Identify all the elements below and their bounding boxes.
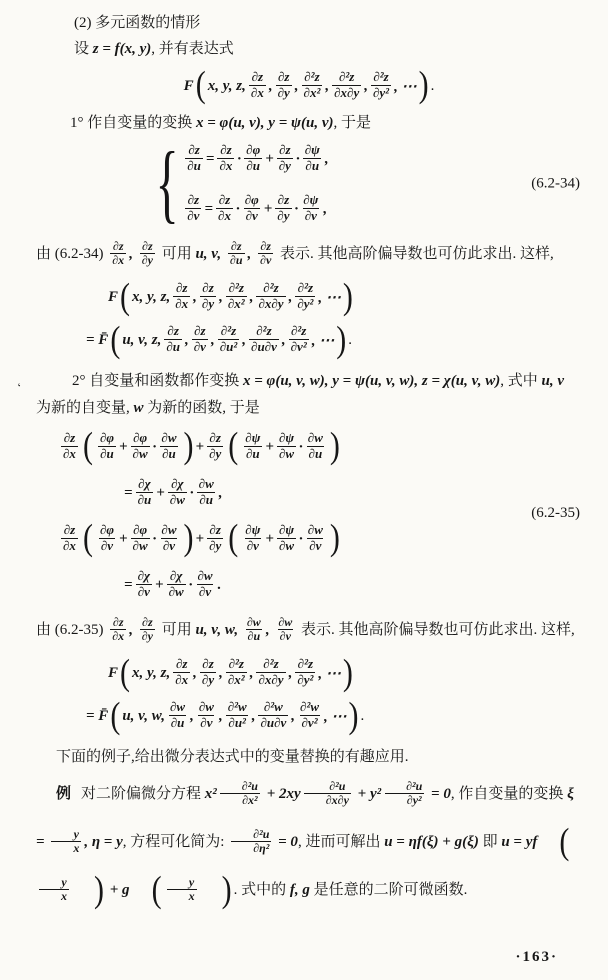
math-run: ,: [291, 708, 296, 724]
text-run: .: [430, 77, 435, 94]
equation-line: $\frac{\partial z}{\partial x}$ ( $\frac{\partial\varphi}{\partial v}$ + $\frac{\partial\varphi}{\partial w}$ · $\frac{\partial w}{\partial v}$ ) + $\frac{\partial z}{\partial y}$ ( $\frac{\partial\psi}{\partial v}$ + $\frac{\partial\psi}{\partial w}$ · $\frac{\partial w}{\partial v}$ ): [63, 516, 340, 558]
transform-2-paragraph: [36, 368, 582, 422]
math-run: +: [155, 576, 164, 593]
formula-substitution-2: [36, 652, 582, 738]
math-run: x = φ(u, v, w), y = ψ(u, v, w), z = χ(u, v, w): [243, 373, 501, 389]
text-run: 表示. 其他高阶偏导数也可仿此求出. 这样,: [297, 622, 575, 638]
text-run: , 并有表达式: [151, 41, 234, 57]
fraction: $\frac{\text{∂²z}}{\text{∂x²}}$: [303, 68, 321, 100]
fraction: $\frac{\partial z}{\partial v}$: [193, 323, 206, 354]
text-run: , 于是: [333, 115, 372, 131]
math-run: ,: [218, 484, 223, 501]
fraction: $\frac{\text{∂²u}}{\text{∂x²}}$: [220, 780, 260, 808]
fraction: $\frac{\partial w}{\partial u}$: [307, 429, 323, 461]
math-run: ,: [265, 622, 274, 638]
math-run: u = ηf(ξ) + g(ξ): [384, 834, 479, 850]
math-run: ,: [185, 332, 189, 348]
math-run: =: [124, 576, 133, 593]
fraction: $\frac{\partial z}{\partial y}$: [277, 191, 290, 223]
math-run: ,: [129, 246, 137, 262]
fraction: $\frac{\partial\varphi}{\partial u}$: [246, 141, 261, 173]
math-run: ,: [281, 332, 286, 348]
text-run: 可用: [157, 622, 196, 638]
text-run: 1° 作自变量的变换: [70, 115, 196, 131]
math-run: ·: [189, 484, 194, 501]
math-run: ·: [295, 150, 300, 167]
equation-system: [146, 135, 582, 233]
fraction: $\frac{\text{∂²z}}{\partial u\partial v}$: [251, 323, 277, 354]
fraction: $\frac{\partial z}{\partial y}$: [141, 238, 153, 268]
formula-substitution-1: [36, 276, 582, 362]
math-run: x, y, z,: [132, 665, 171, 681]
math-run: ·: [294, 200, 299, 217]
fraction: $\frac{\text{∂²w}}{\text{∂v²}}$: [300, 699, 320, 730]
fraction: $\frac{\partial\psi}{\partial u}$: [304, 141, 320, 173]
math-run: ·: [152, 438, 157, 455]
math-run: u, v, z,: [122, 332, 162, 348]
fraction: $\frac{\partial w}{\partial v}$: [278, 614, 293, 644]
fraction: $\frac{\text{∂²w}}{\partial u\partial v}$: [260, 699, 287, 730]
fraction: $\frac{\text{∂²z}}{\text{∂u²}}$: [219, 323, 238, 354]
fraction: $\frac{\partial z}{\partial x}$: [112, 238, 125, 268]
math-run: z = f(x, y): [92, 41, 152, 57]
fraction: $\frac{\partial\chi}{\partial u}$: [137, 475, 152, 507]
math-run: ,: [249, 665, 254, 681]
math-run: , ⋯: [324, 709, 347, 725]
math-run: F: [183, 77, 194, 94]
fraction: $\frac{\partial w}{\partial v}$: [307, 521, 323, 553]
fraction: $\frac{\partial z}{\partial x}$: [218, 191, 231, 223]
fraction: $\frac{y}{x}$: [167, 876, 197, 904]
math-run: f, g: [289, 882, 310, 898]
fraction: $\frac{\text{∂²z}}{\partial x\partial y}$: [334, 68, 360, 100]
fraction: $\frac{\partial\varphi}{\partial w}$: [132, 429, 148, 461]
text-run: , 方程可化简为:: [122, 834, 229, 850]
fraction: $\frac{\partial\psi}{\partial u}$: [245, 429, 261, 461]
fraction: $\frac{\partial\varphi}{\partial v}$: [99, 521, 114, 553]
equation-6-2-35: [36, 424, 582, 608]
text-run: 是任意的二阶可微函数.: [309, 882, 468, 898]
section-heading: [36, 10, 582, 36]
math-run: =: [205, 150, 215, 167]
math-run: + g: [106, 882, 130, 898]
text-run: , 进而可解出: [297, 834, 385, 850]
equation-number-6-2-34: (6.2-34): [531, 175, 580, 192]
fraction: $\frac{\partial\varphi}{\partial u}$: [99, 429, 114, 461]
math-run: =: [124, 484, 133, 501]
fraction: $\frac{\partial z}{\partial u}$: [166, 323, 180, 354]
math-run: +: [118, 438, 128, 455]
fraction: $\frac{\partial\chi}{\partial w}$: [169, 475, 185, 507]
math-run: , ⋯: [394, 78, 417, 95]
math-run: F: [108, 665, 119, 681]
fraction: $\frac{\partial\varphi}{\partial w}$: [132, 521, 148, 553]
fraction: $\frac{\partial w}{\partial v}$: [198, 699, 214, 730]
fraction: $\frac{\text{∂²z}}{\text{∂y²}}$: [297, 656, 314, 687]
fraction: $\frac{\partial z}{\partial y}$: [277, 68, 290, 100]
fraction: $\frac{\partial\psi}{\partial v}$: [303, 191, 319, 223]
math-run: ,: [288, 665, 293, 681]
fraction: $\frac{\partial w}{\partial v}$: [161, 521, 177, 553]
fraction: $\frac{\text{∂²u}}{\text{∂η²}}$: [231, 828, 271, 856]
math-run: , ⋯: [311, 333, 335, 349]
math-run: ·: [299, 530, 303, 547]
math-run: x, y, z,: [207, 77, 246, 94]
math-run: ,: [364, 77, 368, 94]
left-brace: {: [155, 135, 179, 233]
math-run: ,: [242, 332, 247, 348]
text-run: 为新的函数, 于是: [143, 400, 260, 416]
text-run: , 式中: [500, 373, 542, 389]
paragraph-after-6-2-35: [36, 610, 582, 650]
fraction: $\frac{\text{∂²z}}{\text{∂y²}}$: [372, 68, 390, 100]
system-lines: [182, 138, 328, 230]
formula-F-original-1: F ( x, y, z, $\frac{\partial z}{\partial x}$ , $\frac{\partial z}{\partial y}$ , $\frac{\text{∂²z}}{\text{∂x²}}$ , $\frac{\text{∂²z}}{\partial x\partial y}$ , $\frac{\text{∂²z}}{\text{∂y²}}$ , ⋯ ) .: [183, 63, 435, 105]
fraction: $\frac{\partial\psi}{\partial v}$: [245, 521, 261, 553]
fraction: $\frac{\partial z}{\partial x}$: [63, 521, 76, 553]
math-run: ,: [249, 289, 254, 305]
math-run: x = φ(u, v), y = ψ(u, v): [196, 115, 334, 131]
math-run: x²: [204, 786, 217, 802]
math-run: u, v, w,: [122, 708, 165, 724]
page-number: ·163·: [515, 949, 558, 965]
text-run: 2° 自变量和函数都作变换: [72, 373, 243, 389]
math-run: +: [263, 200, 273, 217]
fraction: $\frac{\text{∂²z}}{\text{∂v²}}$: [290, 323, 307, 354]
text-run: (2) 多元函数的情形: [74, 15, 201, 31]
scan-artifact-mark: ‘: [15, 379, 25, 395]
fraction: $\frac{\partial w}{\partial u}$: [169, 699, 186, 730]
example-intro-paragraph: [36, 744, 582, 770]
fraction: $\frac{\partial z}{\partial y}$: [209, 429, 222, 461]
fraction: $\frac{\partial\varphi}{\partial v}$: [244, 191, 259, 223]
fraction: $\frac{\partial z}{\partial y}$: [141, 614, 153, 644]
math-run: +: [118, 530, 128, 547]
fraction: $\frac{\partial z}{\partial x}$: [219, 141, 233, 173]
text-run: 设: [74, 41, 93, 57]
math-run: +: [195, 530, 205, 547]
math-run: ,: [323, 200, 328, 217]
bold-label: 例: [56, 786, 72, 802]
math-run: ·: [188, 576, 193, 593]
fraction: $\frac{\partial w}{\partial u}$: [198, 475, 214, 507]
fraction: $\frac{y}{x}$: [51, 828, 81, 856]
equation-line: [182, 138, 328, 180]
math-run: ,: [288, 289, 293, 305]
math-run: ·: [152, 530, 157, 547]
fraction: $\frac{\text{∂²z}}{\text{∂x²}}$: [227, 280, 245, 311]
transform-1-paragraph: [36, 110, 582, 136]
math-run: + y²: [353, 786, 382, 802]
fraction: $\frac{\partial\psi}{\partial w}$: [278, 429, 295, 461]
text-run: .: [360, 708, 365, 724]
fraction: $\frac{\partial w}{\partial u}$: [246, 614, 261, 644]
math-run: ·: [235, 200, 240, 217]
fraction: $\frac{\text{∂²z}}{\partial x\partial y}$: [258, 656, 284, 687]
fraction: $\frac{\text{∂²z}}{\text{∂y²}}$: [297, 280, 314, 311]
fraction: $\frac{\partial z}{\partial x}$: [112, 614, 125, 644]
math-run: ξ =: [36, 786, 574, 850]
fraction: $\frac{\text{∂²u}}{\partial x\partial y}$: [304, 780, 351, 808]
fraction: $\frac{y}{x}$: [39, 876, 69, 904]
formula-line: F ( x, y, z, $\frac{\partial z}{\partial x}$ , $\frac{\partial z}{\partial y}$ , $\frac{\text{∂²z}}{\text{∂x²}}$ , $\frac{\text{∂²z}}{\partial x\partial y}$ , $\frac{\text{∂²z}}{\text{∂y²}}$ , ⋯ ): [108, 275, 353, 317]
math-run: ,: [325, 77, 330, 94]
text-run: 可用: [157, 246, 196, 262]
text-run: 下面的例子,给出微分表达式中的变量替换的有趣应用.: [56, 749, 409, 765]
math-run: u, v,: [195, 246, 225, 262]
intro-paragraph: [36, 36, 582, 62]
equation-6-2-34: [36, 135, 582, 233]
fraction: $\frac{\partial z}{\partial x}$: [175, 656, 189, 687]
fraction: $\frac{\text{∂²u}}{\text{∂y²}}$: [384, 780, 424, 808]
math-run: +: [195, 438, 205, 455]
fraction: $\frac{\partial z}{\partial x}$: [63, 429, 76, 461]
fraction: $\frac{\partial z}{\partial y}$: [201, 280, 215, 311]
equation-line: [124, 470, 582, 516]
math-run: + 2xy: [262, 786, 301, 802]
fraction: $\frac{\partial z}{\partial v}$: [187, 191, 200, 223]
fraction: $\frac{\partial\chi}{\partial w}$: [168, 567, 184, 599]
fraction: $\frac{\partial\psi}{\partial w}$: [278, 521, 295, 553]
text-run: 对二阶偏微分方程: [81, 786, 205, 802]
formula-line: = F̄ ( u, v, z, $\frac{\partial z}{\partial u}$ , $\frac{\partial z}{\partial v}$ , $\frac{\text{∂²z}}{\text{∂u²}}$ , $\frac{\text{∂²z}}{\partial u\partial v}$ , $\frac{\text{∂²z}}{\text{∂v²}}$ , ⋯ ) .: [86, 318, 352, 360]
math-run: =: [204, 200, 214, 217]
text-run: , 作自变量的变换: [450, 786, 568, 802]
fraction: $\frac{\partial z}{\partial x}$: [175, 280, 189, 311]
math-run: ,: [324, 150, 329, 167]
example-paragraph: 例 对二阶偏微分方程 x² $\frac{\text{∂²u}}{\text{∂x²}}$ + 2xy $\frac{\text{∂²u}}{\partial x\partial y}$ + y² $\frac{\text{∂²u}}{\text{∂y²}}$ = 0, 作自变量的变换 ξ = $\frac{y}{x}$ , η = y, 方程可化简为: $\frac{\text{∂²u}}{\text{∂η²}}$ = 0, 进而可解出 u = ηf(ξ) + g(ξ) 即 u = yf ( $\frac{y}{x}$ ) + g ( $\frac{y}{x}$ ) . 式中的 f, g 是任意的二阶可微函数.: [36, 778, 574, 910]
math-run: u, v, w,: [195, 622, 242, 638]
math-run: +: [265, 530, 274, 547]
math-run: = F̄: [86, 332, 109, 348]
math-run: = 0: [274, 834, 298, 850]
fraction: $\frac{\partial\chi}{\partial v}$: [137, 567, 151, 599]
fraction: $\frac{\partial z}{\partial y}$: [278, 141, 291, 173]
text-run: 为新的自变量,: [36, 400, 134, 416]
fraction: $\frac{\partial z}{\partial u}$: [229, 238, 243, 268]
math-run: = 0: [427, 786, 451, 802]
text-run: .: [348, 332, 352, 348]
text-run: 由 (6.2-35): [36, 622, 108, 638]
text-run: 即: [478, 834, 502, 850]
math-run: ,: [251, 708, 256, 724]
math-run: ,: [219, 665, 223, 681]
formula-line: F ( x, y, z, $\frac{\partial z}{\partial x}$ , $\frac{\partial z}{\partial y}$ , $\frac{\text{∂²z}}{\text{∂x²}}$ , $\frac{\text{∂²z}}{\partial x\partial y}$ , $\frac{\text{∂²z}}{\text{∂y²}}$ , ⋯ ): [108, 651, 353, 693]
equation-line: [182, 188, 328, 230]
math-run: .: [217, 576, 222, 593]
text-run: 由 (6.2-34): [36, 246, 108, 262]
math-run: ,: [210, 332, 215, 348]
math-run: ·: [237, 150, 242, 167]
fraction: $\frac{\text{∂²z}}{\partial x\partial y}$: [258, 280, 284, 311]
math-run: w: [133, 400, 144, 416]
text-run: . 式中的: [233, 882, 290, 898]
fraction: $\frac{\partial z}{\partial x}$: [250, 68, 264, 100]
math-run: , η = y: [84, 834, 123, 850]
fraction: $\frac{\partial z}{\partial y}$: [201, 656, 215, 687]
fraction: $\frac{\text{∂²w}}{\text{∂u²}}$: [227, 699, 247, 730]
text-run: 表示. 其他高阶偏导数也可仿此求出. 这样,: [276, 246, 554, 262]
math-run: x, y, z,: [132, 289, 171, 305]
equation-line: [124, 562, 582, 608]
math-run: = F̄: [86, 708, 109, 724]
math-run: F: [108, 289, 119, 305]
math-run: ,: [294, 77, 299, 94]
math-run: ,: [129, 622, 137, 638]
paragraph-after-6-2-34: [36, 234, 582, 274]
math-run: u, v: [541, 373, 564, 389]
math-run: ,: [190, 708, 194, 724]
math-run: ·: [299, 438, 303, 455]
math-run: ,: [193, 665, 197, 681]
math-run: ,: [218, 708, 223, 724]
fraction: $\frac{\partial w}{\partial u}$: [161, 429, 177, 461]
math-run: +: [265, 150, 274, 167]
math-run: ,: [219, 289, 223, 305]
equation-line: $\frac{\partial z}{\partial x}$ ( $\frac{\partial\varphi}{\partial u}$ + $\frac{\partial\varphi}{\partial w}$ · $\frac{\partial w}{\partial u}$ ) + $\frac{\partial z}{\partial y}$ ( $\frac{\partial\psi}{\partial u}$ + $\frac{\partial\psi}{\partial w}$ · $\frac{\partial w}{\partial u}$ ): [63, 424, 340, 466]
math-run: +: [265, 438, 274, 455]
fraction: $\frac{\partial w}{\partial v}$: [197, 567, 213, 599]
math-run: , ⋯: [318, 290, 341, 306]
fraction: $\frac{\partial z}{\partial v}$: [260, 238, 272, 268]
fraction: $\frac{\partial z}{\partial y}$: [209, 521, 222, 553]
formula-line: = F̄ ( u, v, w, $\frac{\partial w}{\partial u}$ , $\frac{\partial w}{\partial v}$ , $\frac{\text{∂²w}}{\text{∂u²}}$ , $\frac{\text{∂²w}}{\partial u\partial v}$ , $\frac{\text{∂²w}}{\text{∂v²}}$ , ⋯ ) .: [86, 694, 365, 736]
equation-number-6-2-35: (6.2-35): [531, 504, 580, 521]
fraction: $\frac{\text{∂²z}}{\text{∂x²}}$: [227, 656, 245, 687]
math-run: u = yf: [501, 834, 538, 850]
math-run: +: [156, 484, 165, 501]
math-run: ,: [268, 77, 273, 94]
fraction: $\frac{\partial z}{\partial u}$: [187, 141, 201, 173]
math-run: , ⋯: [318, 666, 341, 682]
math-run: ,: [247, 246, 256, 262]
math-run: ,: [193, 289, 197, 305]
